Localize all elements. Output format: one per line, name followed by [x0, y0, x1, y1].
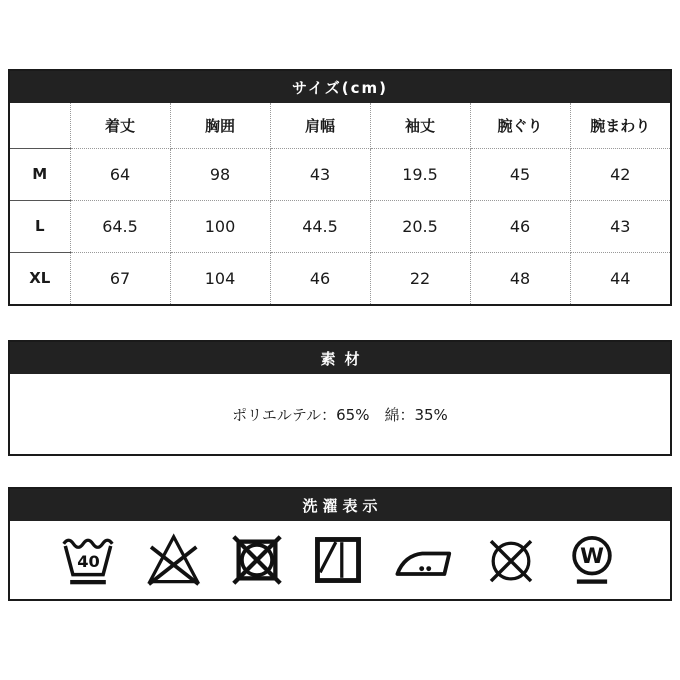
column-header-shoulder: 肩幅	[270, 103, 370, 148]
size-label: M	[10, 148, 70, 200]
cell-value: 64	[70, 148, 170, 200]
cell-value: 46	[270, 252, 370, 304]
wash-temperature-label: 40	[77, 552, 100, 572]
size-section	[8, 69, 672, 306]
iron-medium-icon	[392, 533, 457, 587]
table-row-xl	[10, 252, 670, 304]
table-row-l	[10, 200, 670, 252]
size-table	[10, 103, 670, 304]
cell-value: 98	[170, 148, 270, 200]
size-table-header-row	[10, 103, 670, 148]
cell-value: 45	[470, 148, 570, 200]
size-label: XL	[10, 252, 70, 304]
cell-value: 44.5	[270, 200, 370, 252]
machine-wash-40-icon	[61, 533, 117, 587]
column-header-chest: 胸囲	[170, 103, 270, 148]
column-header-sleeve: 袖丈	[370, 103, 470, 148]
cell-value: 22	[370, 252, 470, 304]
table-row-m	[10, 148, 670, 200]
column-header-armhole: 腕ぐり	[470, 103, 570, 148]
do-not-tumble-dry-icon	[230, 533, 284, 587]
material-composition: ポリエルテル：65% 綿：35%	[232, 405, 448, 424]
material-section-title: 素材	[10, 342, 670, 374]
cell-value: 43	[570, 200, 670, 252]
corner-cell	[10, 103, 70, 148]
cell-value: 42	[570, 148, 670, 200]
column-header-arm-circumference: 腕まわり	[570, 103, 670, 148]
column-header-body-length: 着丈	[70, 103, 170, 148]
cell-value: 67	[70, 252, 170, 304]
do-not-dry-clean-icon	[484, 533, 538, 587]
care-section-title: 洗濯表示	[10, 489, 670, 521]
cell-value: 46	[470, 200, 570, 252]
do-not-bleach-icon	[144, 533, 203, 587]
wet-clean-letter: W	[580, 544, 605, 570]
material-section	[8, 340, 672, 456]
cell-value: 43	[270, 148, 370, 200]
cell-value: 100	[170, 200, 270, 252]
cell-value: 19.5	[370, 148, 470, 200]
care-section	[8, 487, 672, 601]
cell-value: 20.5	[370, 200, 470, 252]
wet-clean-gentle-icon	[565, 533, 619, 587]
cell-value: 48	[470, 252, 570, 304]
care-symbol-row	[10, 521, 670, 599]
size-label: L	[10, 200, 70, 252]
size-section-title: サイズ(cm)	[10, 71, 670, 103]
line-dry-in-shade-icon	[311, 533, 365, 587]
cell-value: 64.5	[70, 200, 170, 252]
cell-value: 44	[570, 252, 670, 304]
cell-value: 104	[170, 252, 270, 304]
